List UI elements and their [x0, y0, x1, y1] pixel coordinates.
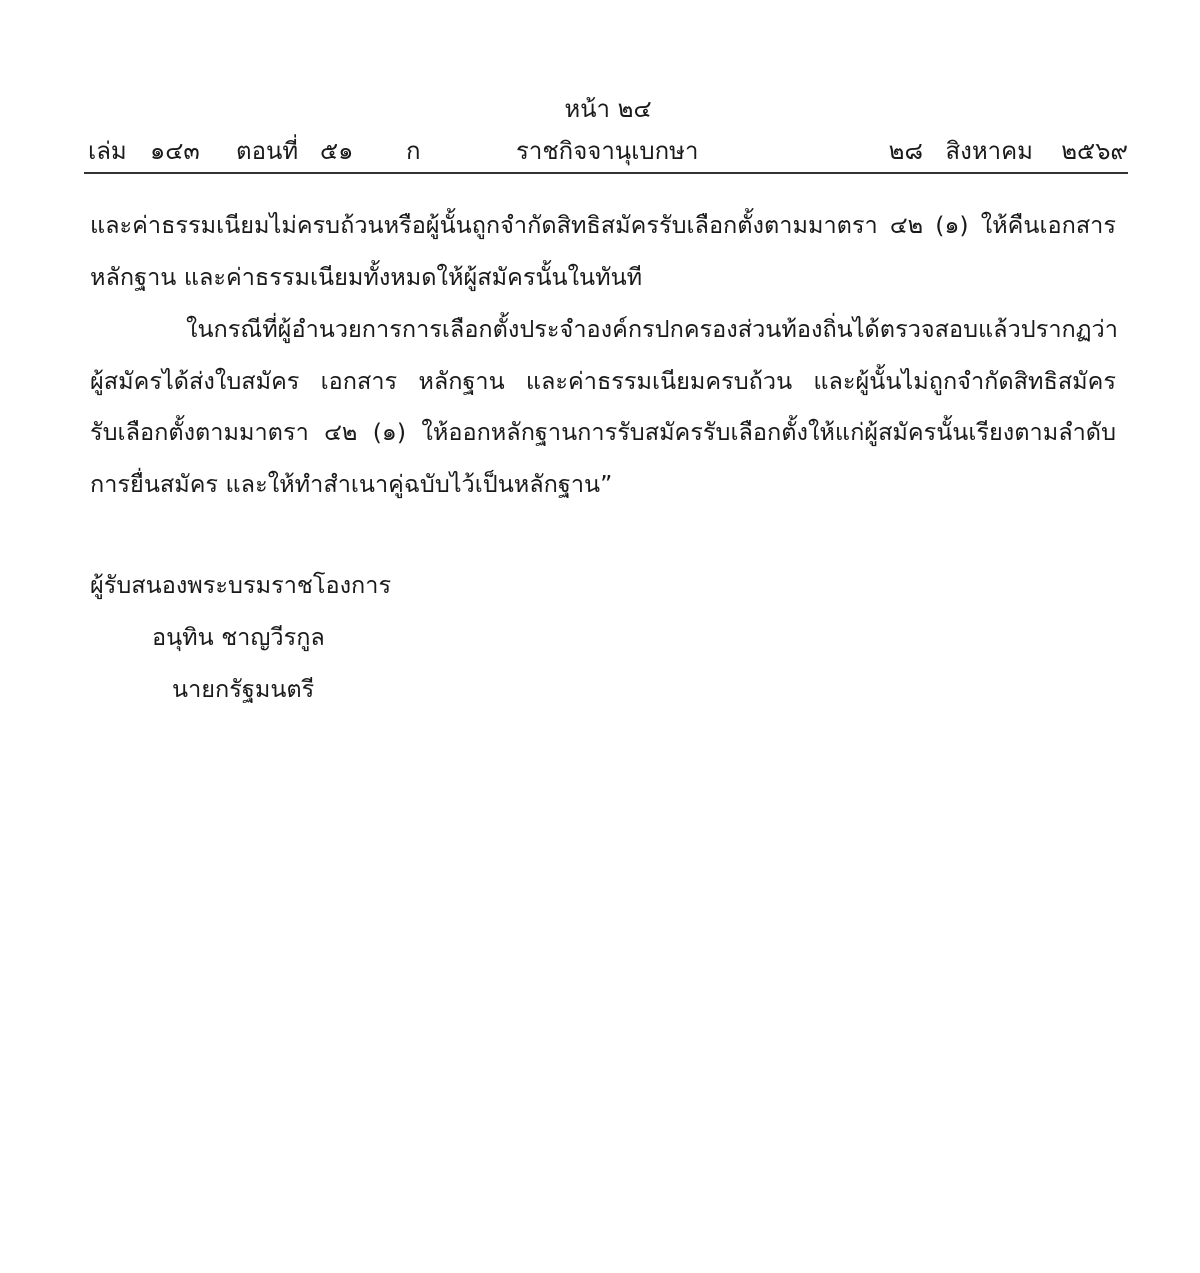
page-number: หน้า ๒๔ — [564, 95, 652, 123]
issue-label: ตอนที่ — [236, 137, 299, 165]
body-line: ผู้สมัครได้ส่งใบสมัคร เอกสาร หลักฐาน และค่าธรรมเนียมครบถ้วน และผู้นั้นไม่ถูกจำกัดสิทธิสมัคร — [90, 367, 1116, 395]
gazette-header — [88, 134, 1128, 168]
date-day: ๒๘ — [888, 137, 923, 165]
volume-label: เล่ม — [88, 137, 127, 165]
gazette-name: ราชกิจจานุเบกษา — [516, 137, 699, 165]
countersign-line: ผู้รับสนองพระบรมราชโองการ — [90, 571, 392, 599]
signatory-name: อนุทิน ชาญวีรกูล — [152, 623, 325, 651]
signatory-title: นายกรัฐมนตรี — [172, 675, 315, 703]
date-year: ๒๕๖๙ — [1061, 137, 1128, 165]
date-month: สิงหาคม — [945, 137, 1033, 165]
section-letter: ก — [406, 137, 421, 165]
body-line: ในกรณีที่ผู้อำนวยการการเลือกตั้งประจำองค์กรปกครองส่วนท้องถิ่นได้ตรวจสอบแล้วปรากฏว่า — [186, 315, 1118, 343]
volume-number: ๑๔๓ — [150, 137, 200, 165]
header-divider — [84, 172, 1128, 174]
issue-number: ๕๑ — [320, 137, 354, 165]
body-line: การยื่นสมัคร และให้ทำสำเนาคู่ฉบับไว้เป็นหลักฐาน” — [90, 470, 613, 498]
body-line: และค่าธรรมเนียมไม่ครบถ้วนหรือผู้นั้นถูกจำกัดสิทธิสมัครรับเลือกตั้งตามมาตรา ๔๒ (๑) ให้คืนเอกสาร — [90, 211, 1116, 239]
body-line: หลักฐาน และค่าธรรมเนียมทั้งหมดให้ผู้สมัครนั้นในทันที — [90, 263, 643, 291]
body-line: รับเลือกตั้งตามมาตรา ๔๒ (๑) ให้ออกหลักฐานการรับสมัครรับเลือกตั้งให้แก่ผู้สมัครนั้นเรียงตามลำดับ — [90, 418, 1116, 446]
